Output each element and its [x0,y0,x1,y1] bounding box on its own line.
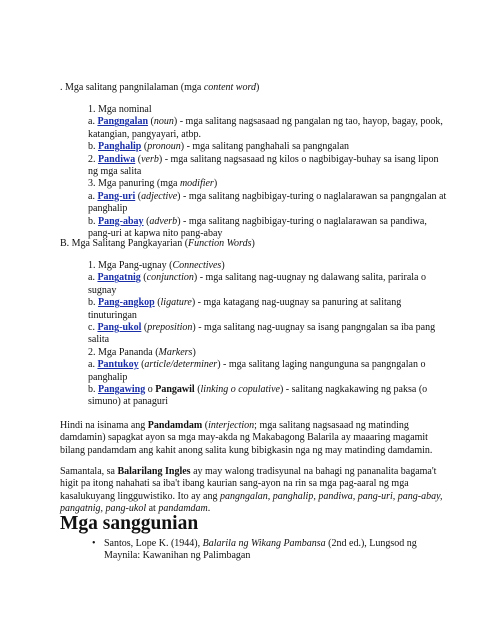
paragraph-pandamdam: Hindi na isinama ang Pandamdam (interjection; mga salitang nagsasaad ng matinding damdamin) sapagkat ayon sa mga may-akda ng Makabagong Balarila ay maaaring magamit bilang pandamdam ang kahit anong salita kung bibigkasin nga ng may matinding damdamin. [60,420,433,456]
list-item-pandiwa: 2. Pandiwa (verb) - mga salitang nagsasaad ng kilos o nagbibigay-buhay sa isang lipon [88,153,439,165]
list-item-pangabay: b. Pang-abay (adverb) - mga salitang nagbibigay-turing o naglalarawan sa pandiwa, [88,215,427,227]
list-item-pangangkop: b. Pang-angkop (ligature) - mga katagang nag-uugnay sa panuring at salitang [88,297,402,309]
section-b-heading: B. Mga Salitang Pangkayarian (Function Words) [60,238,255,249]
list-heading-pangugnay: 1. Mga Pang-ugnay (Connectives) [88,260,225,271]
link-panghalip[interactable]: Panghalip [98,141,142,153]
link-pangngalan[interactable]: Pangngalan [97,116,149,128]
list-item-pangawing: b. Pangawing o Pangawil (linking o copulative) - salitang nagkakawing ng paksa (o [88,384,428,396]
paragraph-balarilang-ingles: Samantala, sa Balarilang Ingles ay may walong tradisyunal na bahagi ng pananalita bagama't higit pa itong nahahati sa iba't ibang kaurian sang-ayon na rin sa mga pag-aaral ng mga kasalukuyang lingguwistiko. Ito ay ang pangngalan, panghalip, pandiwa, pang-uri, pang-abay, pangatnig, pang-ukol at pandamdam. [60,466,443,515]
link-pantukoy[interactable]: Pantukoy [97,359,139,371]
list-item-panghalip: b. Panghalip (pronoun) - mga salitang panghahali sa pangngalan [88,141,350,153]
list-item-panguri: a. Pang-uri (adjective) - mga salitang nagbibigay-turing o naglalarawan sa pangngalan at [88,190,447,202]
link-pangangkop[interactable]: Pang-angkop [98,297,155,309]
list-heading-panuring: 3. Mga panuring (mga modifier) [88,178,218,190]
link-pandiwa[interactable]: Pandiwa [98,153,136,165]
list-item-pangukol: c. Pang-ukol (preposition) - mga salitang nag-uugnay sa isang pangngalan sa iba pang [88,322,436,334]
link-pangabay[interactable]: Pang-abay [98,215,144,227]
reference-item: Santos, Lope K. (1944), Balarila ng Wikang Pambansa (2nd ed.), Lungsod ng Maynila: Kawanihan ng Palimbagan [104,538,417,562]
bullet-icon: • [92,538,96,549]
list-item-pangatnig: a. Pangatnig (conjunction) - mga salitang nag-uugnay ng dalawang salita, parirala o [88,272,426,284]
link-pangawing[interactable]: Pangawing [98,384,146,396]
list-heading-nominal: 1. Mga nominal [88,104,152,115]
link-pangukol[interactable]: Pang-ukol [97,322,142,334]
content-words-list: 1. Mga nominal a. Pangngalan (noun) - mga salitang nagsasaad ng pangalan ng tao, hayop, bagay, pook, katangian, pangyayari, atbp. b. Panghalip (pronoun) - mga salitang panghahali sa pangngalan 2. Pandiwa (verb) - mga salitang nagsasaad ng kilos o nagbibigay-buhay sa isang lipon ng mga salita 3. Mga panuring (mga modifier) a. Pang-uri (adjective) - mga salitang nagbibigay-turing o naglalarawan sa pangngalan at panghalip b. Pang-abay (adverb) - mga salitang nagbibigay-turing o naglalarawan sa pandiwa, pang-uri at kapwa nito pang-abay [88,104,447,240]
list-item-pantukoy: a. Pantukoy (article/determiner) - mga salitang laging nangunguna sa pangngalan o [88,359,426,371]
list-item-pangngalan: a. Pangngalan (noun) - mga salitang nagsasaad ng pangalan ng tao, hayop, bagay, pook, [88,116,443,128]
references-heading: Mga sanggunian [60,513,199,534]
list-heading-pananda: 2. Mga Pananda (Markers) [88,346,196,358]
section-a-heading: . Mga salitang pangnilalaman (mga content word) [60,82,260,93]
link-pangatnig[interactable]: Pangatnig [97,272,141,284]
link-panguri[interactable]: Pang-uri [97,190,136,202]
function-words-list: 1. Mga Pang-ugnay (Connectives) a. Pangatnig (conjunction) - mga salitang nag-uugnay ng dalawang salita, parirala o sugnay b. Pang-angkop (ligature) - mga katagang nag-uugnay sa panuring at salitang tinuturingan c. Pang-ukol (preposition) - mga salitang nag-uugnay sa isang pangngalan sa iba pang salita 2. Mga Pananda (Markers) a. Pantukoy (article/determiner) - mga salitang laging nangunguna sa pangngalan o panghalip b. Pangawing o Pangawil (linking o copulative) - salitang nagkakawing ng paksa (o simuno) at panaguri [88,260,436,408]
